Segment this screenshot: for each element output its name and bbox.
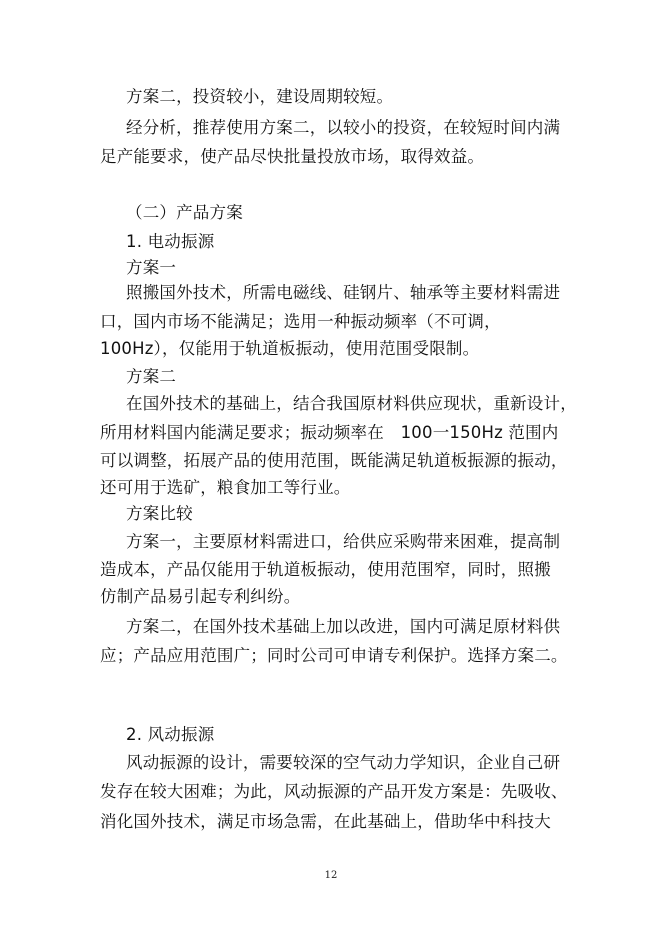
option-two-heading: 方案二: [126, 367, 177, 386]
text-line-2: 经分析，推荐使用方案二，以较小的投资，在较短时间内满: [126, 118, 561, 137]
text-line-24: 消化国外技术，满足市场急需，在此基础上，借助华中科技大: [100, 812, 551, 831]
subsection-heading-electric: 1. 电动振源: [126, 232, 215, 251]
section-heading: （二）产品方案: [126, 203, 243, 222]
text-line-13: 可以调整，拓展产品的使用范围，既能满足轨道板振源的振动，: [100, 451, 568, 470]
text-line-1: 方案二，投资较小，建设周期较短。: [126, 87, 394, 106]
comparison-heading: 方案比较: [126, 504, 193, 523]
page-number: 12: [324, 870, 338, 881]
text-line-3: 足产能要求，使产品尽快批量投放市场，取得效益。: [100, 147, 485, 166]
text-line-16: 方案一，主要原材料需进口，给供应采购带来困难，提高制: [126, 532, 561, 551]
text-line-18: 仿制产品易引起专利纠纷。: [100, 587, 301, 606]
text-line-12: 所用材料国内能满足要求；振动频率在 100一150Hz 范围内: [100, 423, 559, 442]
text-line-22: 风动振源的设计，需要较深的空气动力学知识，企业自己研: [126, 753, 561, 772]
text-line-17: 造成本，产品仅能用于轨道板振动，使用范围窄，同时，照搬: [100, 560, 551, 579]
text-line-7: 照搬国外技术，所需电磁线、硅钢片、轴承等主要材料需进: [126, 283, 561, 302]
text-line-14: 还可用于选矿，粮食加工等行业。: [100, 478, 351, 497]
subsection-heading-wind: 2. 风动振源: [126, 725, 215, 744]
option-one-heading: 方案一: [126, 258, 177, 277]
text-line-9: 100Hz），仅能用于轨道板振动，使用范围受限制。: [100, 339, 480, 358]
text-line-11: 在国外技术的基础上，结合我国原材料供应现状，重新设计，: [126, 394, 577, 413]
text-line-20: 应；产品应用范围广；同时公司可申请专利保护。选择方案二。: [100, 646, 568, 665]
text-line-23: 发存在较大困难；为此，风动振源的产品开发方案是：先吸收、: [100, 782, 568, 801]
text-line-8: 口，国内市场不能满足；选用一种振动频率（不可调，: [100, 312, 501, 331]
text-line-19: 方案二，在国外技术基础上加以改进，国内可满足原材料供: [126, 617, 561, 636]
